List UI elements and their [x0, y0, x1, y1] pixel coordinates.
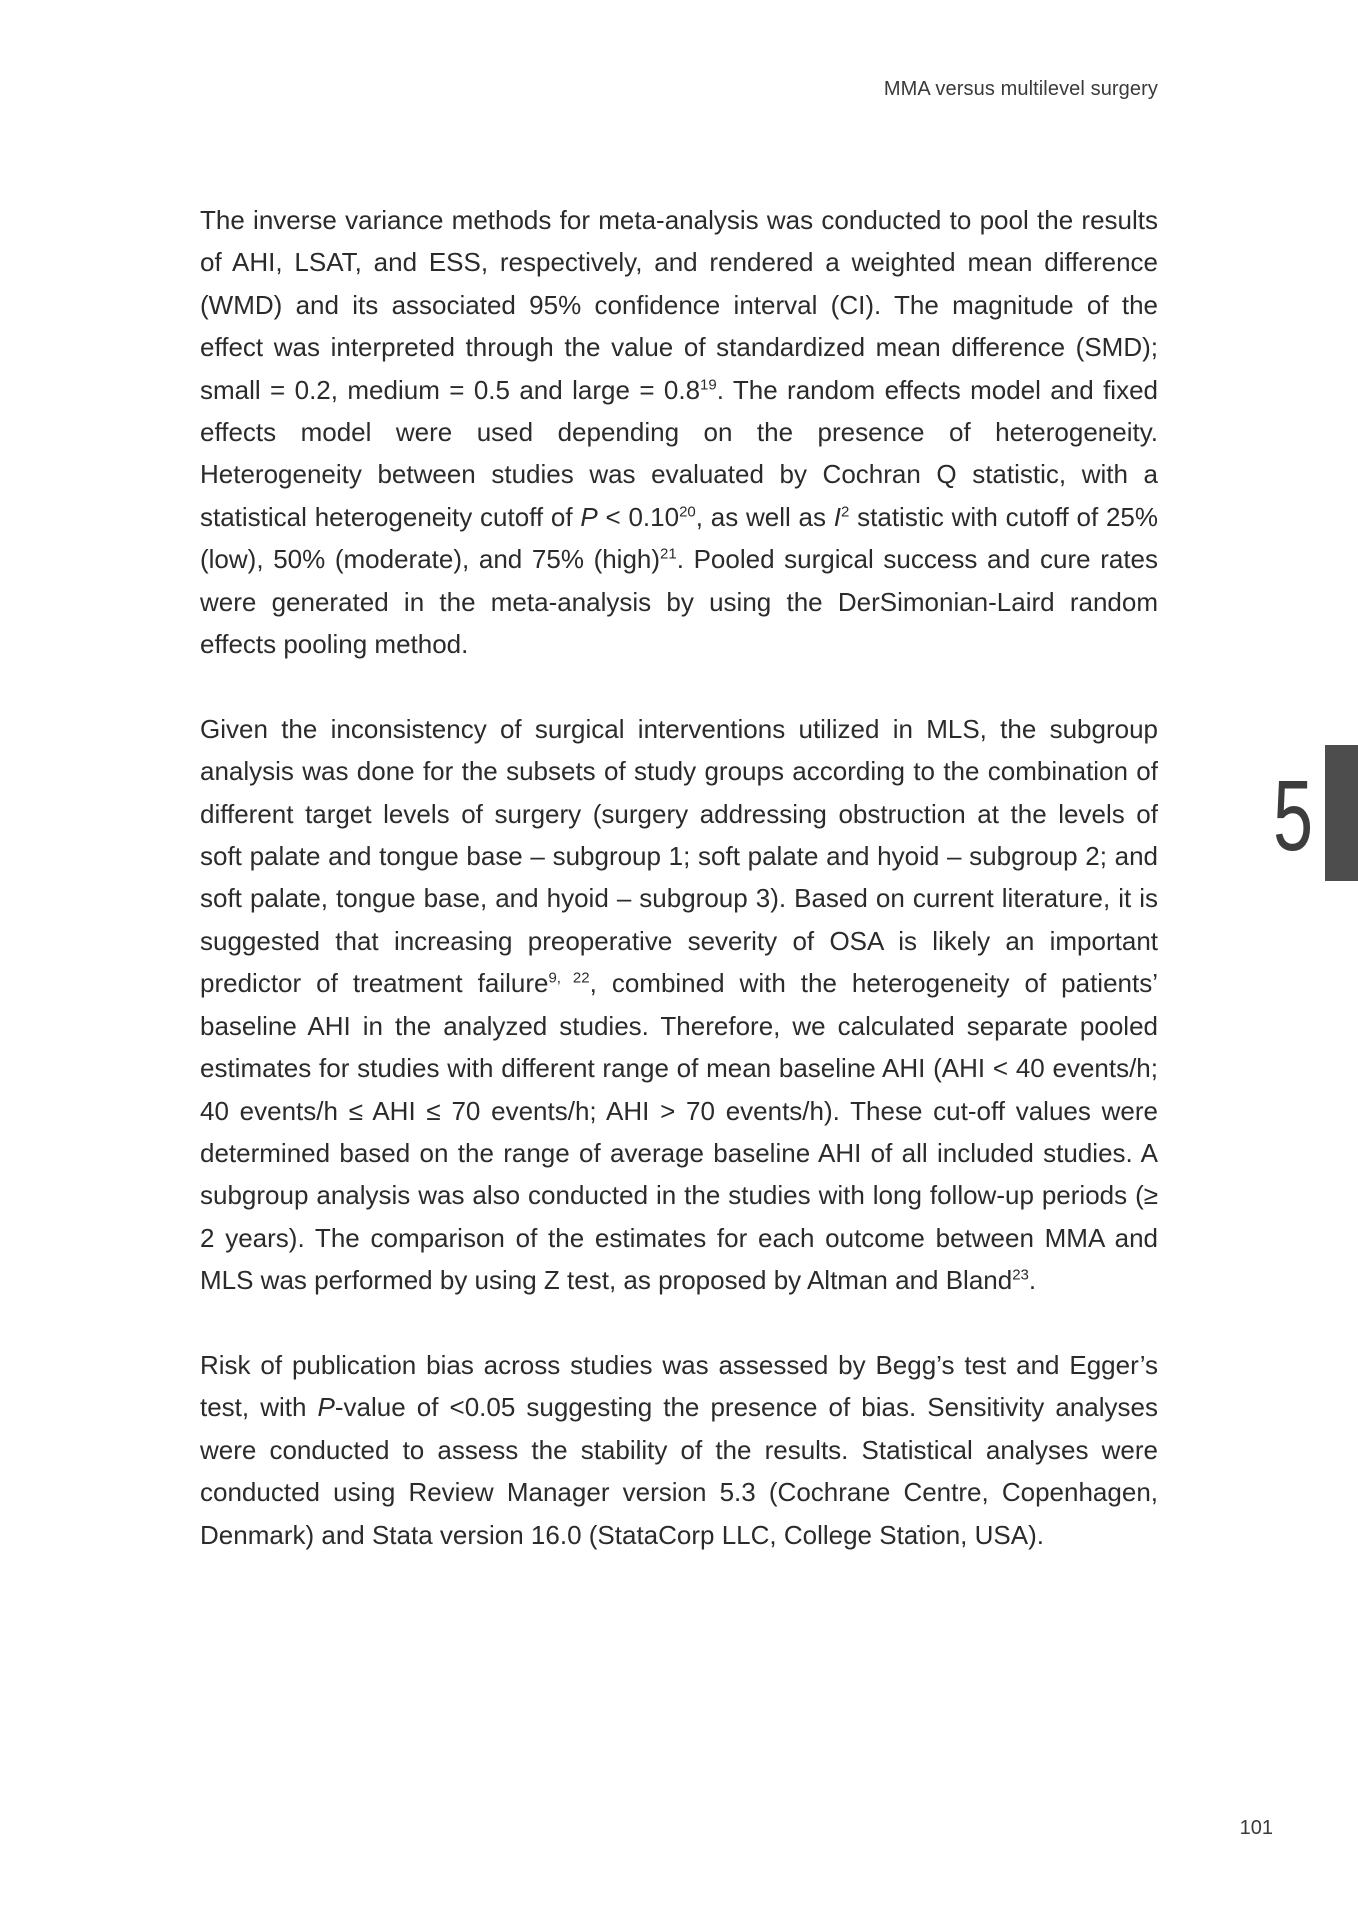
superscript: 2	[841, 503, 850, 521]
italic-symbol: P	[580, 501, 598, 532]
text-run: < 0.10	[597, 501, 680, 532]
text-run: -value of <0.05 suggesting the presence of bias. Sensitivity analyses were conducted to assess the stability of the results. Statistical analyses were conducted using Review Manager version 5.3 (Cochrane Centre, Copenhagen, Denmark) and Stata version 16.0 (StataCorp LLC, College Station, USA).	[200, 1392, 1158, 1550]
italic-symbol: I	[833, 501, 842, 532]
chapter-tab-marker	[1325, 745, 1358, 881]
italic-symbol: P	[317, 1392, 335, 1423]
text-run: .	[1028, 1265, 1037, 1296]
text-run: , as well as	[695, 501, 834, 532]
citation-ref: 19	[700, 375, 717, 393]
citation-ref: 23	[1012, 1266, 1029, 1284]
citation-ref: 21	[660, 545, 677, 563]
text-run: . Pooled surgical success and cure rates were generated in the meta-analysis by using the DerSimonian-Laird random effects pooling method.	[200, 544, 1158, 660]
paragraph-publication-bias	[200, 1344, 1158, 1556]
chapter-number: 5	[1273, 760, 1314, 872]
paragraph-methods-meta-analysis	[200, 199, 1158, 665]
paragraph-subgroup-analysis	[200, 708, 1158, 1302]
body-text	[200, 199, 1158, 1598]
citation-ref: 20	[679, 503, 696, 521]
text-run: , combined with the heterogeneity of patients’ baseline AHI in the analyzed studies. Therefore, we calculated separate pooled estimates for studies with different range of mean baseline AHI (AHI < 40 events/h; 40 events/h ≤ AHI ≤ 70 events/h; AHI > 70 events/h). These cut-off values were determined based on the range of average baseline AHI of all included studies. A subgroup analysis was also conducted in the studies with long follow-up periods (≥ 2 years). The comparison of the estimates for each outcome between MMA and MLS was performed by using Z test, as proposed by Altman and Bland	[200, 968, 1158, 1296]
running-header: MMA versus multilevel surgery	[883, 78, 1158, 100]
text-run: Given the inconsistency of surgical interventions utilized in MLS, the subgroup analysis was done for the subsets of study groups according to the combination of different target levels of surgery (surgery addressing obstruction at the levels of soft palate and tongue base – subgroup 1; soft palate and hyoid – subgroup 2; and soft palate, tongue base, and hyoid – subgroup 3). Based on current literature, it is suggested that increasing preoperative severity of OSA is likely an important predictor of treatment failure	[200, 713, 1158, 999]
citation-ref: 9, 22	[548, 969, 590, 987]
text-run: statistic with cutoff of 25% (low), 50% (moderate), and 75% (high)	[200, 501, 1159, 575]
page-number: 101	[1239, 1817, 1273, 1839]
text-run: . The random effects model and fixed effects model were used depending on the presence of heterogeneity. Heterogeneity between studies was evaluated by Cochran Q statistic, with a statistical heterogeneity cutoff of	[200, 374, 1158, 532]
text-run: The inverse variance methods for meta-analysis was conducted to pool the results of AHI, LSAT, and ESS, respectively, and rendered a weighted mean difference (WMD) and its associated 95% confidence interval (CI). The magnitude of the effect was interpreted through the value of standardized mean difference (SMD); small = 0.2, medium = 0.5 and large = 0.8	[200, 205, 1158, 405]
text-run: Risk of publication bias across studies was assessed by Begg’s test and Egger’s test, with	[200, 1349, 1158, 1423]
